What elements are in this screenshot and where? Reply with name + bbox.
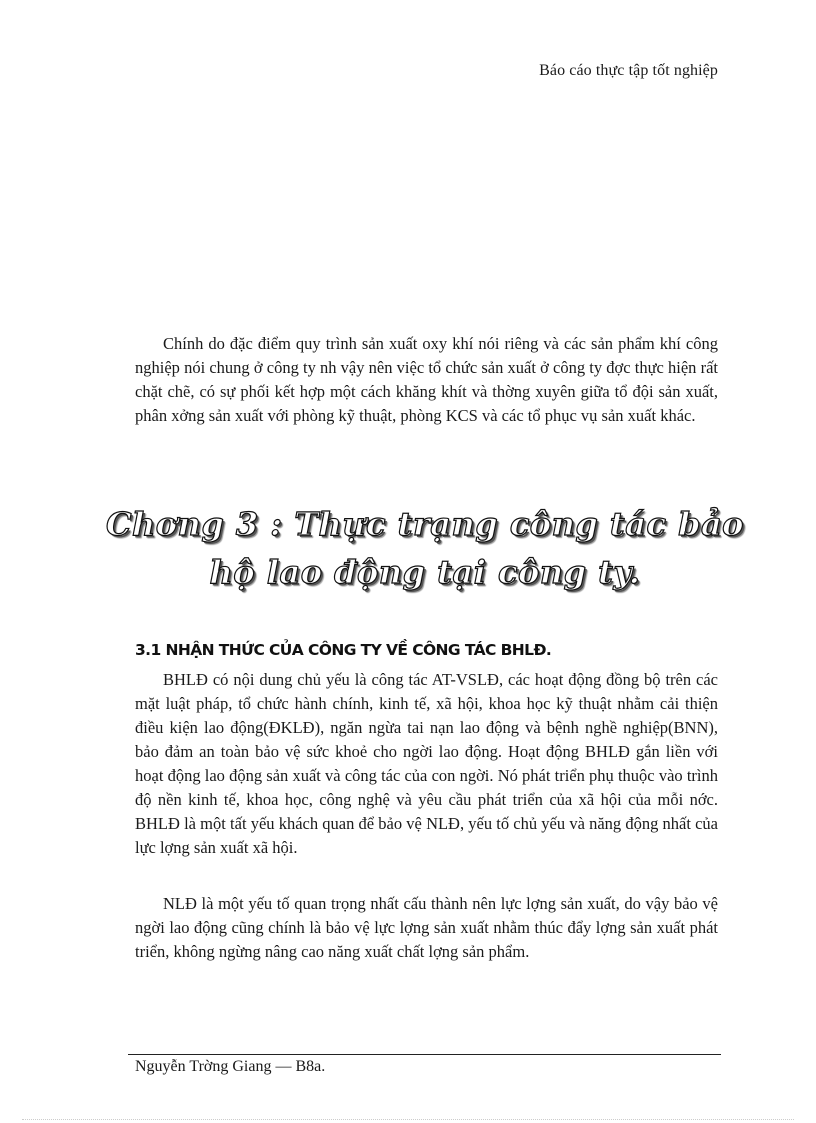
page-bottom-edge <box>22 1119 794 1120</box>
section-paragraph-1: BHLĐ có nội dung chủ yếu là công tác AT-VSLĐ, các hoạt động đồng bộ trên các mặt luật pháp, tổ chức hành chính, kinh tế, xã hội, khoa học kỹ thuật nhằm cải thiện điều kiện lao động(ĐKLĐ), ngăn ngừa tai nạn lao động và bệnh nghề nghiệp(BNN), bảo đảm an toàn bảo vệ sức khoẻ cho ngời lao động. Hoạt động BHLĐ gắn liền với hoạt động lao động sản xuất và công tác của con ngời. Nó phát triển phụ thuộc vào trình độ nền kinh tế, khoa học, công nghệ và yêu cầu phát triển của xã hội của mỗi nớc. BHLĐ là một tất yếu khách quan để bảo vệ NLĐ, yếu tố chủ yếu và năng động nhất của lực lợng sản xuất xã hội. <box>135 670 718 857</box>
section-paragraph-2: NLĐ là một yếu tố quan trọng nhất cấu thành nên lực lợng sản xuất, do vậy bảo vệ ngời lao động cũng chính là bảo vệ lực lợng sản xuất nhằm thúc đẩy lợng sản xuất phát triển, không ngừng nâng cao năng xuất chất lợng sản phẩm. <box>135 894 718 961</box>
chapter-title <box>100 500 750 596</box>
intro-paragraph: Chính do đặc điểm quy trình sản xuất oxy khí nói riêng và các sản phẩm khí công nghiệp nói chung ở công ty nh vậy nên việc tổ chức sản xuất ở công ty đợc thực hiện rất chặt chẽ, có sự phối kết hợp một cách khăng khít và thờng xuyên giữa tổ đội sản xuất, phân xởng sản xuất với phòng kỹ thuật, phòng KCS và các tổ phục vụ sản xuất khác. <box>135 334 718 425</box>
section-heading: 3.1 NHẬN THỨC CỦA CÔNG TY VỀ CÔNG TÁC BHLĐ. <box>135 641 552 659</box>
chapter-title-line-2: hộ lao động tại công ty. <box>209 553 641 591</box>
page-header: Báo cáo thực tập tốt nghiệp <box>539 62 718 79</box>
chapter-title-line-1: Chơng 3 : Thực trạng công tác bảo <box>105 505 745 543</box>
footer-author: Nguyễn Trờng Giang — B8a. <box>135 1058 326 1075</box>
footer-divider <box>128 1054 721 1055</box>
